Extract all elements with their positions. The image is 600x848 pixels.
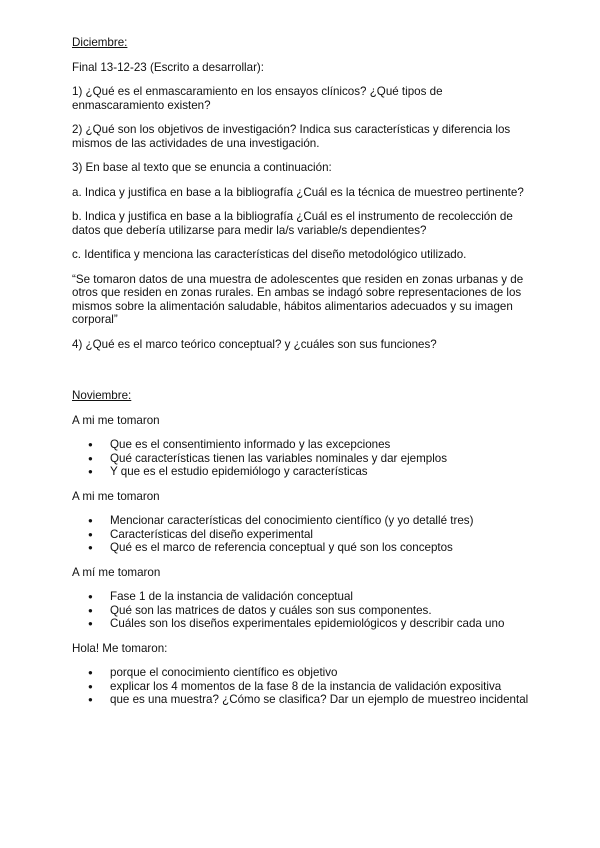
bullet-list (72, 514, 532, 555)
bullet-list (72, 438, 532, 479)
case-quote: “Se tomaron datos de una muestra de adolescentes que residen en zonas urbanas y de otros que residen en zonas rurales. En ambas se indagó sobre representaciones de los mismos sobre la alimentación saludable, hábitos alimentarios adecuados y su imagen corporal” (72, 272, 524, 326)
list-item: ● Fase 1 de la instancia de validación conceptual (72, 590, 532, 604)
bullet-list (72, 590, 532, 631)
section-heading-noviembre: Noviembre: (72, 389, 132, 402)
question-4: 4) ¿Qué es el marco teórico conceptual? y ¿cuáles son sus funciones? (72, 337, 437, 351)
question-2: 2) ¿Qué son los objetivos de investigación? Indica sus características y diferencia los mismos de las actividades de una investigación. (72, 123, 511, 150)
list-item: ● que es una muestra? ¿Cómo se clasifica? Dar un ejemplo de muestreo incidental (72, 693, 532, 707)
bullet-list (72, 666, 532, 707)
list-item: ● Que es el consentimiento informado y las excepciones (72, 438, 532, 452)
list-item: ● Qué son las matrices de datos y cuáles son sus componentes. (72, 604, 532, 618)
question-3: 3) En base al texto que se enuncia a continuación: (72, 161, 332, 174)
group-intro: Hola! Me tomaron: (72, 641, 168, 655)
question-1: 1) ¿Qué es el enmascaramiento en los ensayos clínicos? ¿Qué tipos de enmascaramiento existen? (72, 85, 443, 112)
final-title: Final 13-12-23 (Escrito a desarrollar): (72, 60, 265, 74)
document-page (72, 36, 532, 707)
list-item: ● Qué es el marco de referencia conceptual y qué son los conceptos (72, 541, 532, 555)
list-item: ● Cuáles son los diseños experimentales epidemiológicos y describir cada uno (72, 617, 532, 631)
list-item: ● Qué características tienen las variables nominales y dar ejemplos (72, 452, 532, 466)
list-item: ● Y que es el estudio epidemiólogo y características (72, 465, 532, 479)
question-3a: a. Indica y justifica en base a la bibliografía ¿Cuál es la técnica de muestreo pertinente? (72, 185, 524, 199)
list-item: ● Mencionar características del conocimiento científico (y yo detallé tres) (72, 514, 532, 528)
group-intro: A mí me tomaron (72, 565, 161, 579)
question-3b: b. Indica y justifica en base a la bibliografía ¿Cuál es el instrumento de recolección de datos que debería utilizarse para medir la/s variable/s dependientes? (72, 210, 513, 237)
section-heading-diciembre: Diciembre: (72, 36, 128, 49)
list-item: ● explicar los 4 momentos de la fase 8 de la instancia de validación expositiva (72, 680, 532, 694)
group-intro: A mi me tomaron (72, 413, 160, 427)
list-item: ● Características del diseño experimental (72, 528, 532, 542)
question-3c: c. Identifica y menciona las características del diseño metodológico utilizado. (72, 248, 467, 261)
list-item: ● porque el conocimiento científico es objetivo (72, 666, 532, 680)
group-intro: A mi me tomaron (72, 489, 160, 503)
